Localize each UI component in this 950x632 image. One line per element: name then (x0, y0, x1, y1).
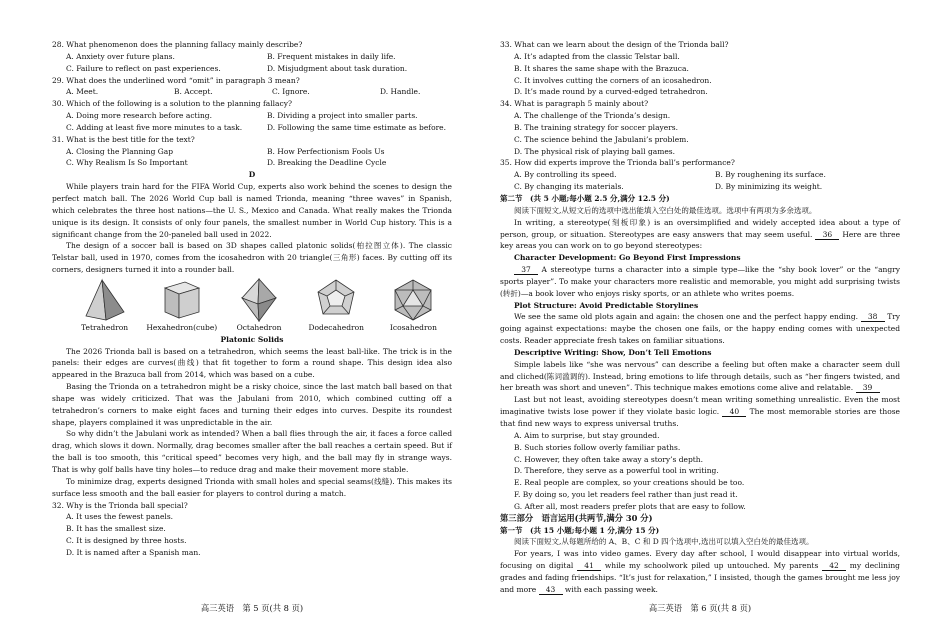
question-stem: 30. Which of the following is a solution to the planning fallacy? (52, 99, 292, 109)
page-footer: 高三英语 第 6 页(共 8 页) (648, 603, 752, 613)
option: C. Adding at least five more minutes to a task. (66, 122, 243, 132)
option: C. It is designed by three hosts. (66, 536, 187, 546)
question-28 (52, 39, 452, 75)
icosahedron-figure (375, 278, 452, 334)
subheading: Character Development: Go Beyond First Impressions (514, 253, 741, 263)
question-34 (500, 98, 900, 157)
solid-label: Octahedron (236, 322, 282, 332)
question-35 (500, 157, 900, 193)
question-stem: 33. What can we learn about the design of the Trionda ball? (500, 40, 729, 49)
passage-paragraph: The design of a soccer ball is based on 3D shapes called platonic solids(柏拉图立体). The classic Telstar ball, used in 1970, comes from the icosahedron with 20 triangle(三角形) faces. By cutting off its corners, designers turned it into a rounder ball. (52, 241, 452, 275)
option: B. Accept. (174, 87, 213, 97)
question-stem: 31. What is the best title for the text? (52, 134, 195, 144)
option: D. Handle. (380, 87, 421, 97)
question-30 (52, 98, 452, 134)
option: D. Breaking the Deadline Cycle (267, 158, 387, 168)
passage-paragraph: Simple labels like “she was nervous” can describe a feeling but often make a character seem dull and cliched(陈词滥调的). Instead, bring emotions to life through details, such as “her fingers twisted, and her breath was short and uneven”. This technique makes emotions come alive and relatable. 39 (500, 359, 900, 393)
option: C. By changing its materials. (514, 182, 624, 192)
option: C. The science behind the Jabulani’s problem. (514, 134, 689, 144)
question-31 (52, 134, 452, 170)
option: A. It uses the fewest panels. (66, 512, 174, 522)
passage-paragraph: Last but not least, avoiding stereotypes doesn’t mean writing something unrealistic. Even the most imaginative twists lose power if they violate basic logic. 40 The most memorable stories are those that find new ways to express universal truths. (500, 395, 900, 428)
answer-blank[interactable]: 38 (861, 312, 885, 322)
option: A. The challenge of the Trionda’s design. (514, 111, 671, 121)
choice-item: B. Such stories follow overly familiar paths. (514, 442, 681, 452)
option: D. It is named after a Spanish man. (66, 547, 201, 557)
tetrahedron-figure (66, 278, 143, 334)
option: A. Anxiety over future plans. (66, 51, 175, 61)
choice-item: C. However, they often take away a story’s depth. (514, 454, 703, 464)
solid-label: Hexahedron(cube) (146, 322, 218, 332)
answer-blank[interactable]: 37 (514, 265, 538, 275)
option: B. It shares the same shape with the Brazuca. (514, 63, 689, 73)
choice-item: G. After all, most readers prefer plots that are easy to follow. (514, 501, 746, 511)
option: D. It’s made round by a curved-edged tetrahedron. (514, 87, 708, 97)
option: B. The training strategy for soccer players. (514, 122, 679, 132)
answer-blank[interactable]: 42 (822, 561, 846, 571)
left-column (52, 39, 452, 559)
option: A. Meet. (66, 87, 99, 97)
passage-paragraph: We see the same old plots again and again: the chosen one and the perfect happy ending. 38 Try going against expectations: maybe the chosen one fails, or the happy ending comes with unexpected costs. Reader appreciate fresh takes on familiar situations. (500, 312, 901, 346)
question-stem: 29. What does the underlined word “omit” in paragraph 3 mean? (52, 75, 300, 85)
option: A. By controlling its speed. (514, 170, 617, 180)
part-title: 第三部分 语言运用(共两节,满分 30 分) (500, 512, 653, 523)
section-title: 第一节 (共 15 小题;每小题 1 分,满分 15 分) (500, 525, 660, 535)
passage-paragraph: In writing, a stereotype(刻板印象) is an oversimplified and widely accepted idea about a type of person, group, or situation. Stereotypes are easy answers that may seem useful. 36 Here are three key areas you can work on to go beyond stereotypes: (500, 217, 901, 251)
page-footer: 高三英语 第 5 页(共 8 页) (200, 603, 304, 613)
section-title: 第二节 (共 5 小题;每小题 2.5 分,满分 12.5 分) (500, 193, 670, 203)
option: C. Ignore. (272, 87, 310, 97)
option: B. Dividing a project into smaller parts. (267, 111, 418, 121)
octahedron-icon (236, 278, 282, 322)
figure-caption: Platonic Solids (220, 334, 284, 344)
solid-label: Tetrahedron (81, 322, 129, 332)
question-32 (52, 500, 452, 559)
option: B. Frequent mistakes in daily life. (267, 51, 396, 61)
dodecahedron-figure (298, 278, 375, 334)
passage-paragraph: The 2026 Trionda ball is based on a tetrahedron, which seems the least ball-like. The trick is in the panels: their edges are curves(曲线) that fit together to form a round shape. This design idea also appeared in the Brazuca ball from 2014, which was based on a cube. (52, 346, 452, 380)
subheading: Plot Structure: Avoid Predictable Storylines (514, 300, 699, 310)
passage-label: D (248, 170, 256, 180)
subheading: Descriptive Writing: Show, Don’t Tell Emotions (514, 347, 712, 357)
choice-item: A. Aim to surprise, but stay grounded. (514, 430, 660, 440)
option: C. It involves cutting the corners of an icosahedron. (514, 75, 712, 85)
question-stem: 35. How did experts improve the Trionda ball’s performance? (500, 158, 735, 168)
solid-label: Icosahedron (389, 322, 437, 332)
question-29 (52, 75, 452, 99)
octahedron-figure (220, 278, 297, 334)
section-instructions: 阅读下面短文,从短文后的选项中选出能填入空白处的最佳选项。选项中有两项为多余选项。 (514, 205, 817, 215)
question-stem: 28. What phenomenon does the planning fallacy mainly describe? (52, 40, 303, 49)
passage-paragraph: 37 A stereotype turns a character into a simple type—like the “shy book lover” or the “angry sports player”. To make your characters more realistic and memorable, you might add surprising twists (转折)—a book lover who enjoys risky sports, or an athlete who writes poems. (500, 265, 900, 298)
answer-blank[interactable]: 41 (577, 561, 601, 571)
question-stem: 32. Why is the Trionda ball special? (52, 500, 188, 510)
option: A. It’s adapted from the classic Telstar ball. (514, 51, 680, 61)
answer-blank[interactable]: 36 (815, 230, 839, 240)
answer-blank[interactable]: 39 (856, 383, 880, 393)
option: B. How Perfectionism Fools Us (267, 146, 385, 156)
passage-paragraph: Basing the Trionda on a tetrahedron might be a risky choice, since the last match ball based on that shape was widely criticized. That was the Jabulani from 2010, which combined cutting off a tetrahedron’s corners to make eight faces and turning their edges into curves. Despite its roundest shape, players complained it was unpredictable in the air. (52, 382, 452, 427)
icosahedron-icon (390, 278, 436, 322)
option: B. By roughening its surface. (715, 170, 826, 180)
passage-paragraph: For years, I was into video games. Every day after school, I would disappear into virtual worlds, focusing on digital 41 while my schoolwork piled up untouched. My parents 42 my declining grades and fading friendships. “It’s just for relaxation,” I insisted, though the games brought me less joy and more 43 with each passing week. (500, 549, 900, 594)
tetrahedron-icon (82, 278, 128, 322)
answer-blank[interactable]: 40 (722, 407, 746, 417)
option: D. Following the same time estimate as before. (267, 122, 447, 132)
answer-blank[interactable]: 43 (539, 585, 563, 595)
option: D. The physical risk of playing ball games. (514, 146, 676, 156)
option: C. Why Realism Is So Important (66, 158, 188, 168)
option: C. Failure to reflect on past experiences. (66, 63, 221, 73)
cube-icon (159, 278, 205, 322)
option: D. Misjudgment about task duration. (267, 63, 408, 73)
choice-item: F. By doing so, you let readers feel rather than just read it. (514, 490, 738, 500)
choice-item: E. Real people are complex, so your creations should be too. (514, 478, 745, 488)
passage-paragraph: To minimize drag, experts designed Trionda with small holes and special seams(线缝). This makes its surface less smooth and the ball easier for players to control during a match. (52, 476, 452, 498)
question-stem: 34. What is paragraph 5 mainly about? (500, 99, 649, 109)
dodecahedron-icon (313, 278, 359, 322)
question-33 (500, 39, 900, 98)
platonic-solids-figure (52, 278, 452, 334)
passage-paragraph: While players train hard for the FIFA World Cup, experts also work behind the scenes to design the perfect match ball. The 2026 World Cup ball is named Trionda, meaning “three waves” in Spanish, which celebrates the three host nations—the U. S., Mexico and Canada. What really makes the Trionda unique is its design. It consists of only four panels, the smallest number in World Cup history. This is a significant change from the 20-paneled ball used in 2022. (52, 182, 452, 239)
right-column (500, 39, 900, 596)
option: B. It has the smallest size. (66, 524, 166, 534)
solid-label: Dodecahedron (308, 322, 364, 332)
hexahedron-figure (143, 278, 220, 334)
section-instructions: 阅读下面短文,从每题所给的 A、B、C 和 D 四个选项中,选出可以填入空白处的最佳选项。 (514, 537, 814, 547)
option: A. Doing more research before acting. (66, 111, 212, 121)
choice-item: D. Therefore, they serve as a powerful tool in writing. (514, 466, 719, 476)
option: D. By minimizing its weight. (715, 182, 823, 192)
passage-paragraph: So why didn’t the Jabulani work as intended? When a ball flies through the air, it faces a force called drag, which slows it down. Normally, drag becomes smaller after the ball reaches a certain speed. But if the ball is too smooth, this “critical speed” becomes very high, and the ball may fly in strange ways. That is why golf balls have tiny holes—to reduce drag and make their movement more stable. (52, 429, 452, 474)
choice-list (500, 430, 900, 513)
option: A. Closing the Planning Gap (66, 146, 174, 156)
